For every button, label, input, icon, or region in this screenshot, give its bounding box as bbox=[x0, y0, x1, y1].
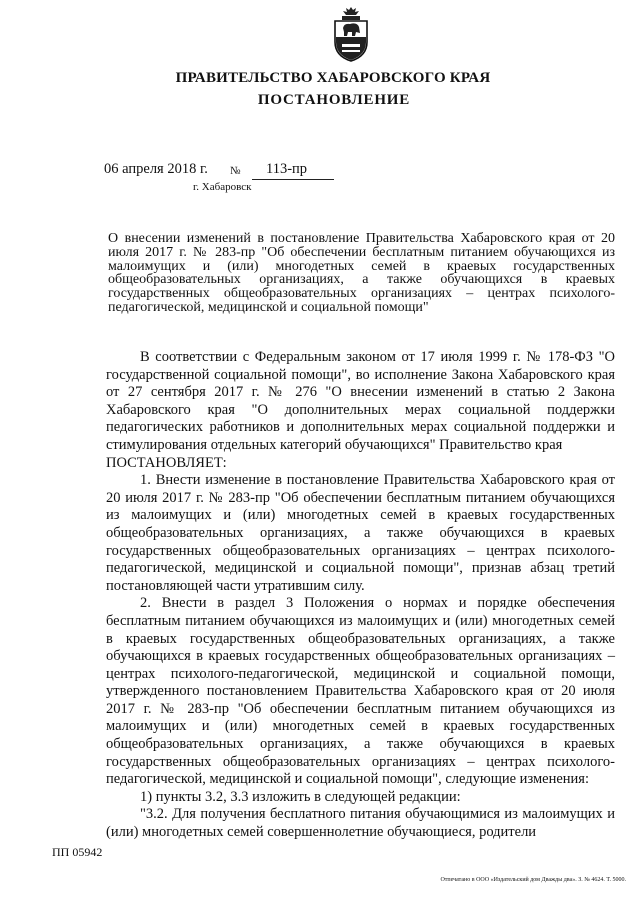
quoted-paragraph: "3.2. Для получения бесплатного питания обучающимися из малоимущих и (или) многодетных семей совершеннолетние обучающиеся, родители bbox=[106, 806, 615, 841]
document-number: 113-пр bbox=[266, 161, 308, 177]
document-type-title: ПОСТАНОВЛЕНИЕ bbox=[257, 92, 411, 108]
government-name: ПРАВИТЕЛЬСТВО ХАБАРОВСКОГО КРАЯ bbox=[175, 70, 491, 86]
number-underline bbox=[252, 179, 334, 180]
document-code: ПП 05942 bbox=[52, 845, 103, 859]
subitem-1-paragraph: 1) пункты 3.2, 3.3 изложить в следующей редакции: bbox=[140, 788, 461, 805]
document-city: г. Хабаровск bbox=[193, 181, 252, 193]
item-1-paragraph: 1. Внести изменение в постановление Правительства Хабаровского края от 20 июля 2017 г. № 283-пр "Об обеспечении бесплатным питанием обучающихся из малоимущих и (или) многодетных семей в краевых государственных общеобразовательных организациях, а также обучающихся в краевых государственных общеобразовательных организациях – центрах психолого-педагогической, медицинской и социальной помощи", признав абзац третий постановляющей части утратившим силу. bbox=[106, 472, 615, 594]
document-body bbox=[106, 349, 615, 842]
resolves-heading: ПОСТАНОВЛЯЕТ: bbox=[106, 454, 227, 471]
item-2-paragraph: 2. Внести в раздел 3 Положения о нормах и порядке обеспечения бесплатным питанием обучающихся из малоимущих и (или) многодетных семей в краевых государственных общеобразовательных организациях, а также обучающихся в краевых государственных общеобразовательных организациях – центрах психолого-педагогической, медицинской и социальной помощи, утвержденного постановлением Правительства Хабаровского края от 20 июля 2017 г. № 283-пр "Об обеспечении бесплатным питанием обучающихся из малоимущих и (или) многодетных семей в краевых государственных общеобразовательных организациях, а также обучающихся в краевых государственных общеобразовательных организациях – центрах психолого-педагогической, медицинской и социальной помощи", следующие изменения: bbox=[106, 595, 615, 788]
printer-note: Отпечатано в ООО «Издательский дом Дважды два». З. № 4624. Т. 5000. bbox=[440, 877, 626, 883]
preamble-paragraph: В соответствии с Федеральным законом от 17 июля 1999 г. № 178-ФЗ "О государственной социальной помощи", во исполнение Закона Хабаровского края от 27 сентября 2017 г. № 276 "О внесении изменений в статью 2 Закона Хабаровского края "О дополнительных мерах социальной поддержки педагогических работников и дополнительных мерах социальной поддержки и стимулирования отдельных категорий обучающихся" Правительство края bbox=[106, 349, 615, 453]
coat-of-arms-icon bbox=[330, 6, 372, 62]
document-subject: О внесении изменений в постановление Правительства Хабаровского края от 20 июля 2017 г. № 283-пр "Об обеспечении бесплатным питанием обучающихся из малоимущих и (или) многодетных семей в краевых государственных общеобразовательных организациях, а также обучающихся в краевых государственных общеобразовательных организациях – центрах психолого-педагогической, медицинской и социальной помощи" bbox=[108, 231, 615, 315]
document-date: 06 апреля 2018 г. bbox=[104, 161, 208, 177]
number-sign: № bbox=[230, 165, 241, 177]
